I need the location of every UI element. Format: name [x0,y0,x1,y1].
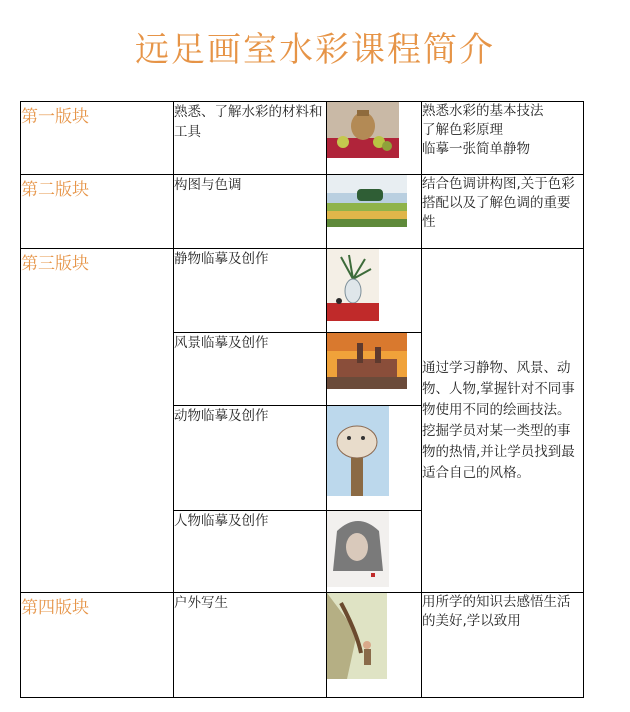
description-cell: 用所学的知识去感悟生活的美好,学以致用 [422,593,584,698]
topic-cell: 人物临摹及创作 [174,511,327,593]
animal-cat-on-post-image [327,406,389,496]
image-cell [327,175,422,249]
landscape-field-trees-image [327,175,407,227]
block-label: 第二版块 [21,175,174,249]
still-life-fruit-jar-image [327,102,399,158]
image-cell [327,406,422,511]
topic-cell: 风景临摹及创作 [174,333,327,406]
image-cell [327,511,422,593]
course-table [20,101,584,698]
description-cell: 通过学习静物、风景、动物、人物,掌握针对不同事物使用不同的绘画技法。挖掘学员对某一类型的事物的热情,并让学员找到最适合自己的风格。 [422,249,584,593]
table-row [21,593,584,698]
description-cell: 结合色调讲构图,关于色彩搭配以及了解色调的重要性 [422,175,584,249]
portrait-woman-scarf-image [327,511,389,587]
still-life-vase-plant-image [327,249,379,321]
page-title: 远足画室水彩课程简介 [135,30,495,70]
topic-cell: 构图与色调 [174,175,327,249]
description-cell [422,102,584,175]
landscape-castle-sunset-image [327,333,407,389]
image-cell [327,249,422,333]
block-label: 第四版块 [21,593,174,698]
block-label: 第三版块 [21,249,174,593]
block-label: 第一版块 [21,102,174,175]
image-cell [327,593,422,698]
table-row [21,249,584,333]
topic-cell: 静物临摹及创作 [174,249,327,333]
table-row [21,175,584,249]
outdoor-sketch-tree-figure-image [327,593,387,679]
description-line: 了解色彩原理 [422,122,503,138]
table-row [21,102,584,175]
image-cell [327,102,422,175]
description-line: 熟悉水彩的基本技法 [422,103,544,119]
description-line: 临摹一张简单静物 [422,141,530,157]
topic-cell: 动物临摹及创作 [174,406,327,511]
topic-cell: 熟悉、了解水彩的材料和工具 [174,102,327,175]
topic-cell: 户外写生 [174,593,327,698]
image-cell [327,333,422,406]
